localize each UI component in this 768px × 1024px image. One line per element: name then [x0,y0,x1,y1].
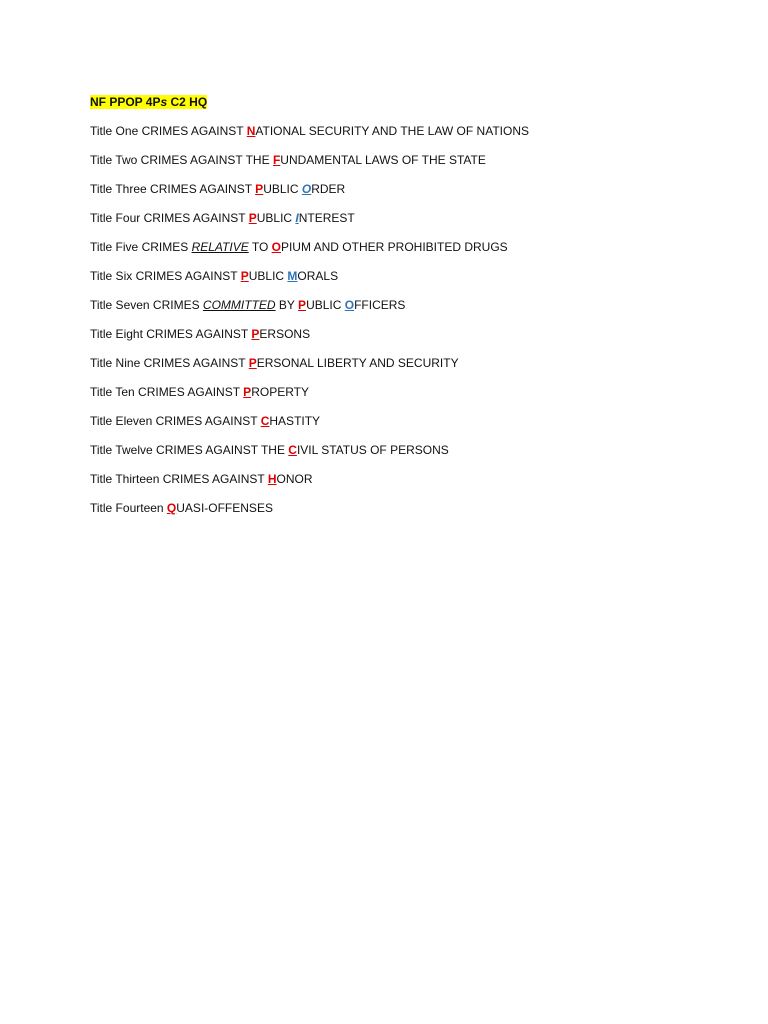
secondary-mnemonic-letter: M [287,269,298,283]
title-text: UBLIC [248,269,288,283]
title-text: ORALS [297,269,339,283]
title-text: Title Fourteen [90,501,167,515]
title-line-3 [90,179,529,208]
mnemonic-letter: P [248,356,257,370]
title-text: ERSONAL LIBERTY AND SECURITY [256,356,459,370]
emphasized-word: COMMITTED [202,298,276,312]
title-line-1 [90,121,529,150]
mnemonic-letter: P [248,211,257,225]
title-line-4 [90,208,529,237]
emphasized-word: RELATIVE [191,240,249,254]
title-line-5 [90,237,529,266]
secondary-mnemonic-letter: I [295,211,299,225]
title-text: Title Three CRIMES AGAINST [90,182,256,196]
title-line-9 [90,353,529,382]
title-text: UASI-OFFENSES [176,501,273,515]
title-text: Title Thirteen CRIMES AGAINST [90,472,268,486]
title-text: Title Eight CRIMES AGAINST [90,327,252,341]
title-text: PIUM AND OTHER PROHIBITED DRUGS [280,240,508,254]
mnemonic-letter: F [272,153,281,167]
mnemonic-letter: P [243,385,252,399]
mnemonic-letter: P [255,182,264,196]
title-text: ERSONS [259,327,311,341]
heading-highlight [90,95,207,109]
titles-list [90,121,529,527]
title-line-7 [90,295,529,324]
mnemonic-letter: C [260,414,270,428]
title-text: IVIL STATUS OF PERSONS [296,443,449,457]
heading-text-italic: s [160,95,168,109]
title-line-11 [90,411,529,440]
mnemonic-letter: H [267,472,277,486]
mnemonic-heading [90,93,207,111]
title-text: UBLIC [306,298,345,312]
heading-text-after: C2 HQ [167,95,208,109]
title-text: Title Ten CRIMES AGAINST [90,385,244,399]
title-text: ATIONAL SECURITY AND THE LAW OF NATIONS [255,124,529,138]
title-text: FFICERS [354,298,406,312]
heading-text-before: NF PPOP 4P [90,95,161,109]
title-text: NTEREST [298,211,355,225]
title-text: UNDAMENTAL LAWS OF THE STATE [280,153,486,167]
mnemonic-letter: P [251,327,260,341]
title-line-14 [90,498,529,527]
title-line-10 [90,382,529,411]
mnemonic-letter: P [298,298,307,312]
title-text: Title Four CRIMES AGAINST [90,211,249,225]
title-text: TO [248,240,272,254]
title-text: ROPERTY [251,385,309,399]
title-line-6 [90,266,529,295]
title-text: Title Two CRIMES AGAINST THE [90,153,273,167]
title-text: ONOR [276,472,313,486]
title-line-8 [90,324,529,353]
mnemonic-letter: O [271,240,281,254]
title-text: Title Eleven CRIMES AGAINST [90,414,261,428]
title-text: Title Seven CRIMES [90,298,203,312]
title-text: BY [275,298,299,312]
secondary-mnemonic-letter: O [301,182,312,196]
mnemonic-letter: P [240,269,249,283]
title-text: Title One CRIMES AGAINST [90,124,247,138]
title-text: RDER [311,182,346,196]
title-text: Title Five CRIMES [90,240,192,254]
title-line-2 [90,150,529,179]
title-line-12 [90,440,529,469]
title-text: HASTITY [269,414,321,428]
title-text: UBLIC [263,182,302,196]
title-text: UBLIC [256,211,296,225]
mnemonic-letter: Q [166,501,177,515]
secondary-mnemonic-letter: O [344,298,355,312]
title-text: Title Nine CRIMES AGAINST [90,356,249,370]
title-text: Title Twelve CRIMES AGAINST THE [90,443,289,457]
title-line-13 [90,469,529,498]
mnemonic-letter: C [288,443,297,457]
title-text: Title Six CRIMES AGAINST [90,269,241,283]
mnemonic-letter: N [246,124,256,138]
